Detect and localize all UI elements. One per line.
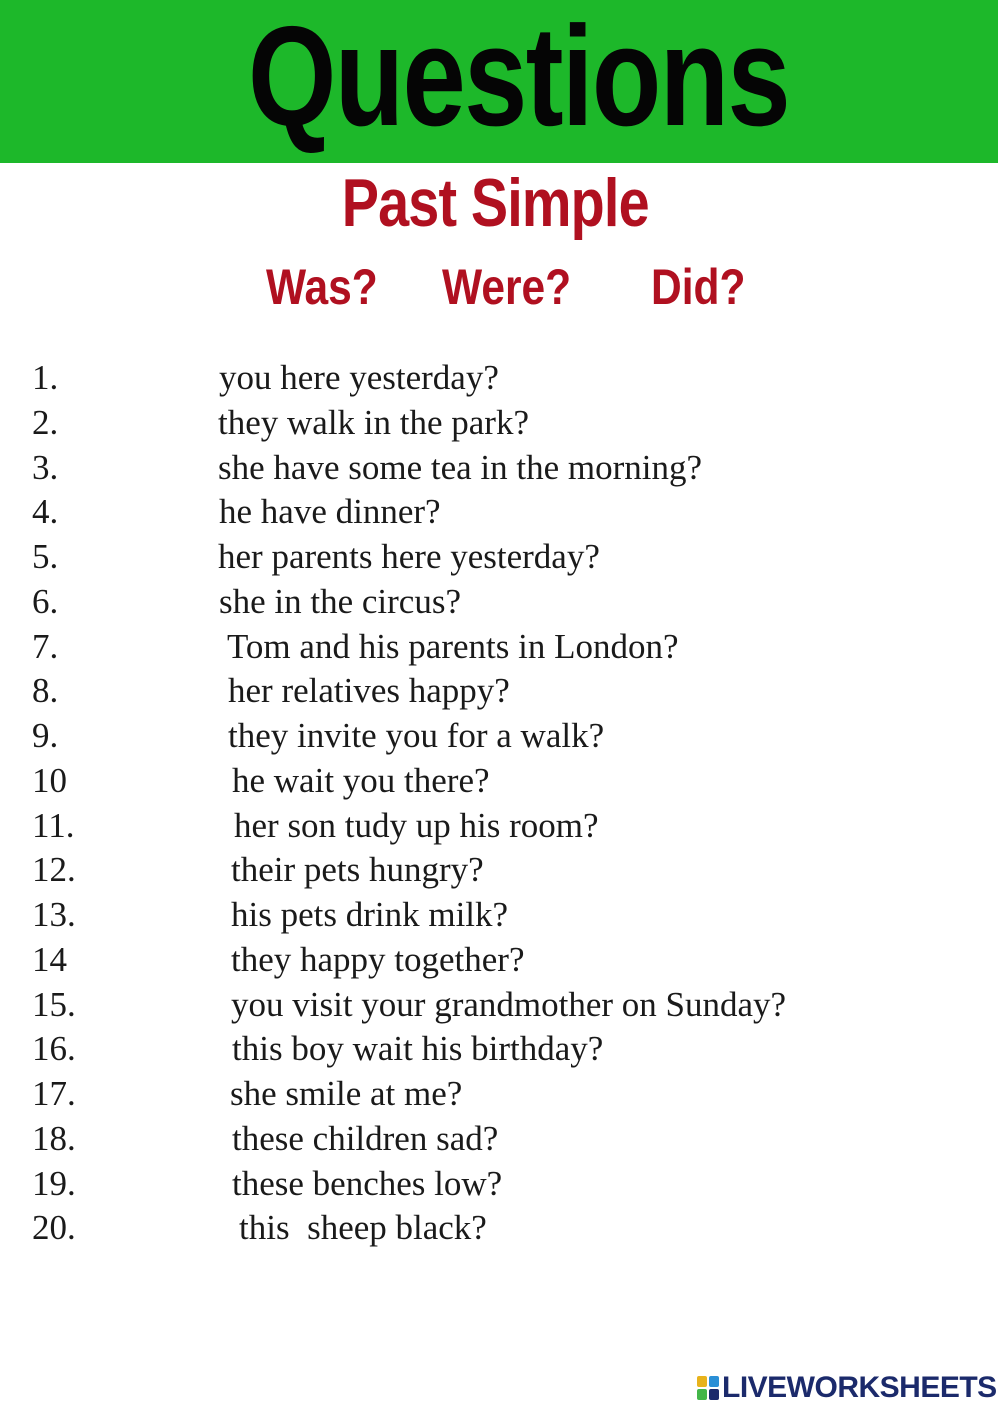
- question-text: you here yesterday?: [219, 358, 499, 397]
- question-row: [0, 1117, 1000, 1161]
- question-row: [0, 759, 1000, 803]
- question-number: 6.: [32, 582, 59, 621]
- question-row: [0, 490, 1000, 534]
- question-row: [0, 893, 1000, 937]
- liveworksheets-logo-icon: [697, 1376, 719, 1400]
- question-number: 10: [32, 761, 67, 800]
- question-text: these children sad?: [232, 1119, 499, 1158]
- liveworksheets-logo: [697, 1372, 997, 1404]
- question-row: [0, 669, 1000, 713]
- question-row: [0, 356, 1000, 400]
- question-text: she in the circus?: [219, 582, 461, 621]
- question-row: [0, 580, 1000, 624]
- subtitle-text: Past Simple: [341, 165, 649, 241]
- question-row: [0, 1206, 1000, 1250]
- question-number: 19.: [32, 1164, 76, 1203]
- question-text: her relatives happy?: [228, 671, 510, 710]
- question-row: [0, 446, 1000, 490]
- subtitle: [0, 163, 1000, 243]
- question-number: 12.: [32, 850, 76, 889]
- auxiliary-were: Were?: [442, 259, 572, 315]
- question-number: 18.: [32, 1119, 76, 1158]
- question-number: 2.: [32, 403, 59, 442]
- question-number: 11.: [32, 806, 75, 845]
- question-text: her parents here yesterday?: [218, 537, 600, 576]
- question-number: 20.: [32, 1208, 76, 1247]
- question-number: 3.: [32, 448, 59, 487]
- page-title: Questions: [248, 0, 790, 156]
- question-row: [0, 625, 1000, 669]
- question-text: her son tudy up his room?: [234, 806, 599, 845]
- question-number: 15.: [32, 985, 76, 1024]
- question-text: their pets hungry?: [231, 850, 484, 889]
- logo-text: LIVEWORKSHEETS: [722, 1371, 997, 1404]
- question-row: [0, 401, 1000, 445]
- question-row: [0, 535, 1000, 579]
- question-number: 17.: [32, 1074, 76, 1113]
- auxiliary-did: Did?: [651, 259, 746, 315]
- question-row: [0, 1162, 1000, 1206]
- question-number: 9.: [32, 716, 59, 755]
- question-row: [0, 938, 1000, 982]
- question-text: you visit your grandmother on Sunday?: [231, 985, 787, 1024]
- question-row: [0, 848, 1000, 892]
- question-number: 8.: [32, 671, 59, 710]
- question-text: these benches low?: [232, 1164, 503, 1203]
- question-text: this boy wait his birthday?: [232, 1029, 604, 1068]
- question-text: his pets drink milk?: [231, 895, 509, 934]
- question-number: 5.: [32, 537, 59, 576]
- question-number: 14: [32, 940, 67, 979]
- question-text: they invite you for a walk?: [228, 716, 605, 755]
- question-text: she smile at me?: [230, 1074, 463, 1113]
- question-text: they happy together?: [231, 940, 525, 979]
- question-text: he have dinner?: [219, 492, 441, 531]
- question-row: [0, 983, 1000, 1027]
- question-number: 7.: [32, 627, 59, 666]
- question-number: 16.: [32, 1029, 76, 1068]
- question-row: [0, 804, 1000, 848]
- question-number: 13.: [32, 895, 76, 934]
- question-row: [0, 714, 1000, 758]
- question-text: Tom and his parents in London?: [227, 627, 679, 666]
- question-text: this sheep black?: [239, 1208, 487, 1247]
- question-number: 1.: [32, 358, 59, 397]
- question-text: she have some tea in the morning?: [218, 448, 703, 487]
- question-text: they walk in the park?: [218, 403, 530, 442]
- question-text: he wait you there?: [232, 761, 490, 800]
- question-row: [0, 1027, 1000, 1071]
- auxiliary-was: Was?: [266, 259, 378, 315]
- question-number: 4.: [32, 492, 59, 531]
- question-row: [0, 1072, 1000, 1116]
